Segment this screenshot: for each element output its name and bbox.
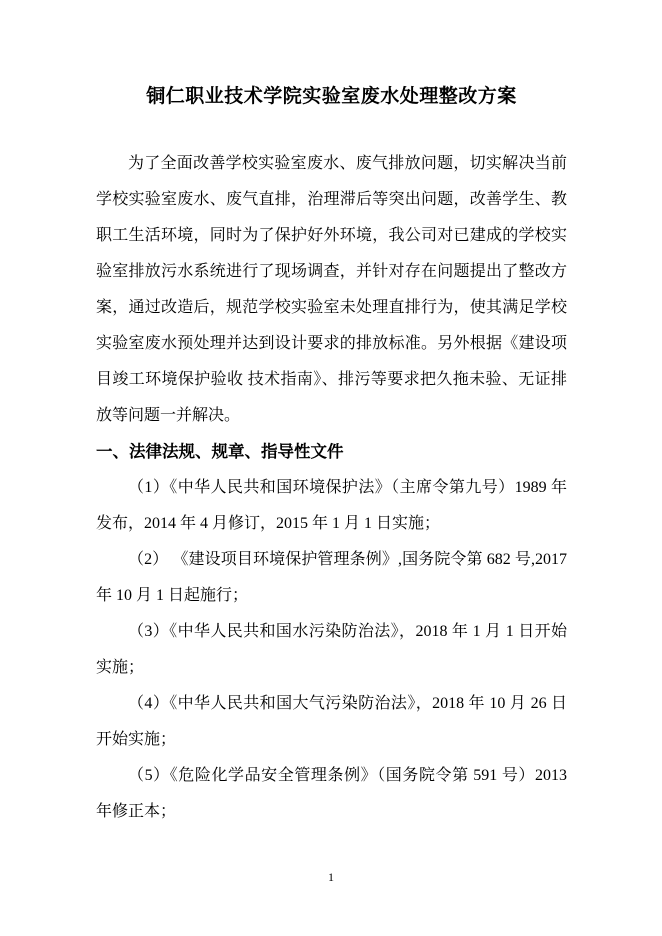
page-number: 1: [328, 870, 334, 884]
section-heading-laws: 一、法律法规、规章、指导性文件: [96, 442, 344, 461]
list-item-5: （5）《危险化学品安全管理条例》（国务院令第 591 号）2013 年修正本；: [96, 767, 567, 820]
document-title: 铜仁职业技术学院实验室废水处理整改方案: [146, 86, 517, 107]
list-item-4: （4）《中华人民共和国大气污染防治法》，2018 年 10 月 26 日开始实施；: [96, 695, 567, 748]
list-item-3: （3）《中华人民共和国水污染防治法》，2018 年 1 月 1 日开始实施；: [96, 623, 567, 676]
list-item-2: （2） 《建设项目环境保护管理条例》,国务院令第 682 号,2017 年 10 月 1 日起施行；: [96, 551, 567, 604]
list-item-1: （1）《中华人民共和国环境保护法》（主席令第九号）1989 年发布，2014 年 4 月修订，2015 年 1 月 1 日实施；: [96, 479, 567, 532]
intro-paragraph: 为了全面改善学校实验室废水、废气排放问题，切实解决当前学校实验室废水、废气直排，治理滞后等突出问题，改善学生、教职工生活环境，同时为了保护好外环境，我公司对已建成的学校实验室排放污水系统进行了现场调查，并针对存在问题提出了整改方案，通过改造后，规范学校实验室未处理直排行为，使其满足学校实验室废水预处理并达到设计要求的排放标准。另外根据《建设项目竣工环境保护验收 技术指南》、排污等要求把久拖未验、无证排放等问题一并解决。: [96, 155, 567, 424]
